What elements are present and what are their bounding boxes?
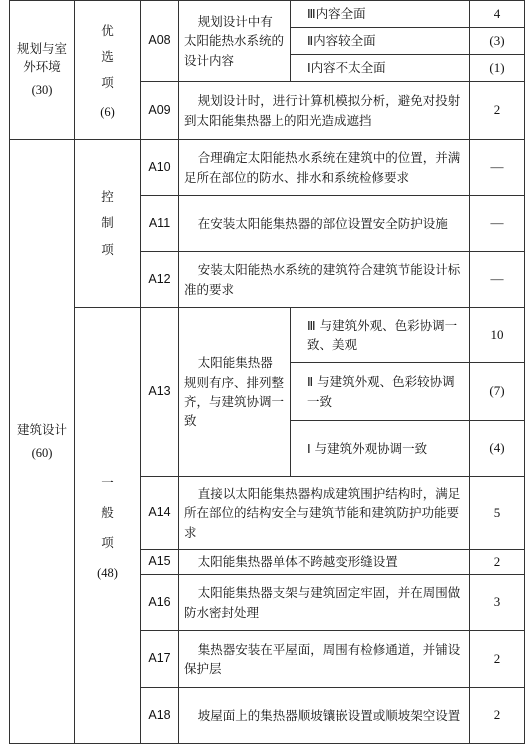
table-row (10, 1, 525, 28)
category-planning-points: (30) (31, 83, 53, 98)
item-code: A16 (141, 575, 179, 631)
option-score: 4 (470, 1, 525, 28)
option-text: Ⅰ内容不太全面 (291, 55, 470, 82)
item-description: 坡屋面上的集热器顺坡镶嵌设置或顺坡架空设置 (179, 688, 470, 744)
item-description: 太阳能集热器规则有序、排列整齐，与建筑协调一致 (179, 308, 291, 477)
option-text: Ⅰ 与建筑外观协调一致 (291, 421, 470, 477)
option-score: (3) (470, 28, 525, 55)
item-code: A17 (141, 631, 179, 688)
subcategory-preferred (75, 1, 141, 140)
item-code: A11 (141, 196, 179, 252)
item-code: A10 (141, 140, 179, 196)
subcategory-general (75, 308, 141, 744)
item-description: 在安装太阳能集热器的部位设置安全防护设施 (179, 196, 470, 252)
item-code: A09 (141, 82, 179, 140)
option-text: Ⅱ 与建筑外观、色彩较协调一致 (291, 363, 470, 421)
item-description: 太阳能集热器支架与建筑固定牢固，并在周围做防水密封处理 (179, 575, 470, 631)
item-code: A15 (141, 550, 179, 575)
item-code: A12 (141, 252, 179, 308)
item-description: 集热器安装在平屋面，周围有检修通道，并铺设保护层 (179, 631, 470, 688)
category-building-title: 建筑设计 (16, 422, 67, 438)
subcategory-preferred-title: 优选项 (101, 22, 114, 91)
item-code: A14 (141, 477, 179, 550)
item-code: A13 (141, 308, 179, 477)
item-score: — (470, 140, 525, 196)
category-planning-title: 规划与室外环境 (16, 40, 67, 75)
item-score: 2 (470, 688, 525, 744)
item-description: 规划设计时，进行计算机模拟分析，避免对投射到太阳能集热器上的阳光造成遮挡 (179, 82, 470, 140)
item-score: — (470, 196, 525, 252)
item-description: 太阳能集热器单体不跨越变形缝设置 (179, 550, 470, 575)
item-score: 5 (470, 477, 525, 550)
category-building (10, 140, 75, 744)
item-code: A08 (141, 1, 179, 82)
category-planning (10, 1, 75, 140)
option-score: (7) (470, 363, 525, 421)
item-score: 2 (470, 631, 525, 688)
option-text: Ⅲ内容全面 (291, 1, 470, 28)
subcategory-general-title: 一般项 (101, 474, 114, 550)
evaluation-table (9, 0, 525, 744)
option-text: Ⅱ内容较全面 (291, 28, 470, 55)
table-row (10, 140, 525, 196)
item-code: A18 (141, 688, 179, 744)
option-score: 10 (470, 308, 525, 363)
item-description: 规划设计中有太阳能热水系统的设计内容 (179, 1, 291, 82)
subcategory-general-points: (48) (97, 565, 118, 580)
item-score: 3 (470, 575, 525, 631)
item-description: 直接以太阳能集热器构成建筑围护结构时，满足所在部位的结构安全与建筑节能和建筑防护功能要求 (179, 477, 470, 550)
option-text: Ⅲ 与建筑外观、色彩协调一致、美观 (291, 308, 470, 363)
item-score: — (470, 252, 525, 308)
subcategory-preferred-points: (6) (100, 104, 115, 119)
subcategory-control-title: 控制项 (101, 189, 114, 257)
category-building-points: (60) (31, 445, 53, 460)
option-score: (4) (470, 421, 525, 477)
item-description: 合理确定太阳能热水系统在建筑中的位置，并满足所在部位的防水、排水和系统检修要求 (179, 140, 470, 196)
option-score: (1) (470, 55, 525, 82)
item-score: 2 (470, 82, 525, 140)
item-description: 安装太阳能热水系统的建筑符合建筑节能设计标准的要求 (179, 252, 470, 308)
subcategory-control (75, 140, 141, 308)
item-score: 2 (470, 550, 525, 575)
table-row (10, 308, 525, 363)
